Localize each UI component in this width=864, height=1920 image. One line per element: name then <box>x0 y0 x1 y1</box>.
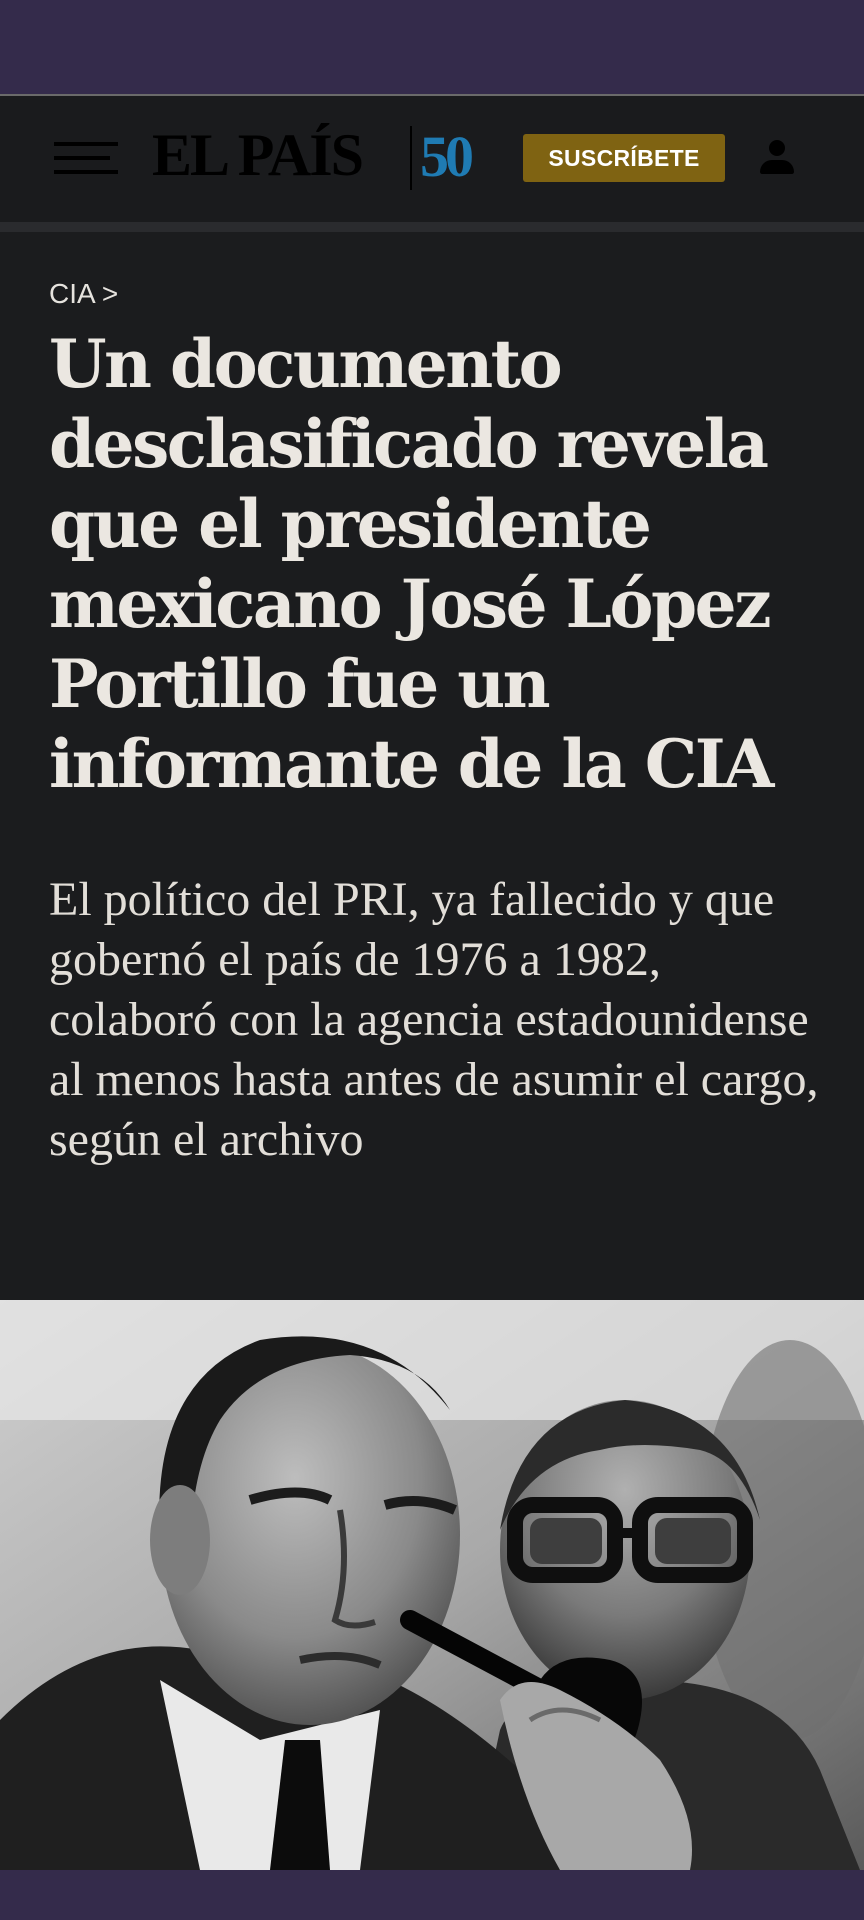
logo-divider <box>410 126 412 190</box>
article-subtitle: El político del PRI, ya fallecido y que gobernó el país de 1976 a 1982, colaboró con la agencia estadounidense al menos hasta antes de asumir el cargo, según el archivo <box>49 873 819 1166</box>
site-logo[interactable]: EL PAÍS <box>152 122 362 188</box>
article-headline: Un documento desclasificado revela que el presidente mexicano José López Portillo fue un informante de la CIA <box>49 325 772 803</box>
article-header <box>0 232 864 1300</box>
anniversary-logo: 50 <box>420 124 470 189</box>
user-icon[interactable] <box>758 140 796 176</box>
navigation-bar <box>0 1870 864 1920</box>
subscribe-button[interactable]: SUSCRÍBETE <box>523 134 725 182</box>
section-breadcrumb[interactable]: CIA > <box>49 278 119 309</box>
menu-icon[interactable] <box>54 142 118 178</box>
status-bar <box>0 0 864 94</box>
site-header <box>0 96 864 232</box>
article-photo <box>0 1300 864 1870</box>
